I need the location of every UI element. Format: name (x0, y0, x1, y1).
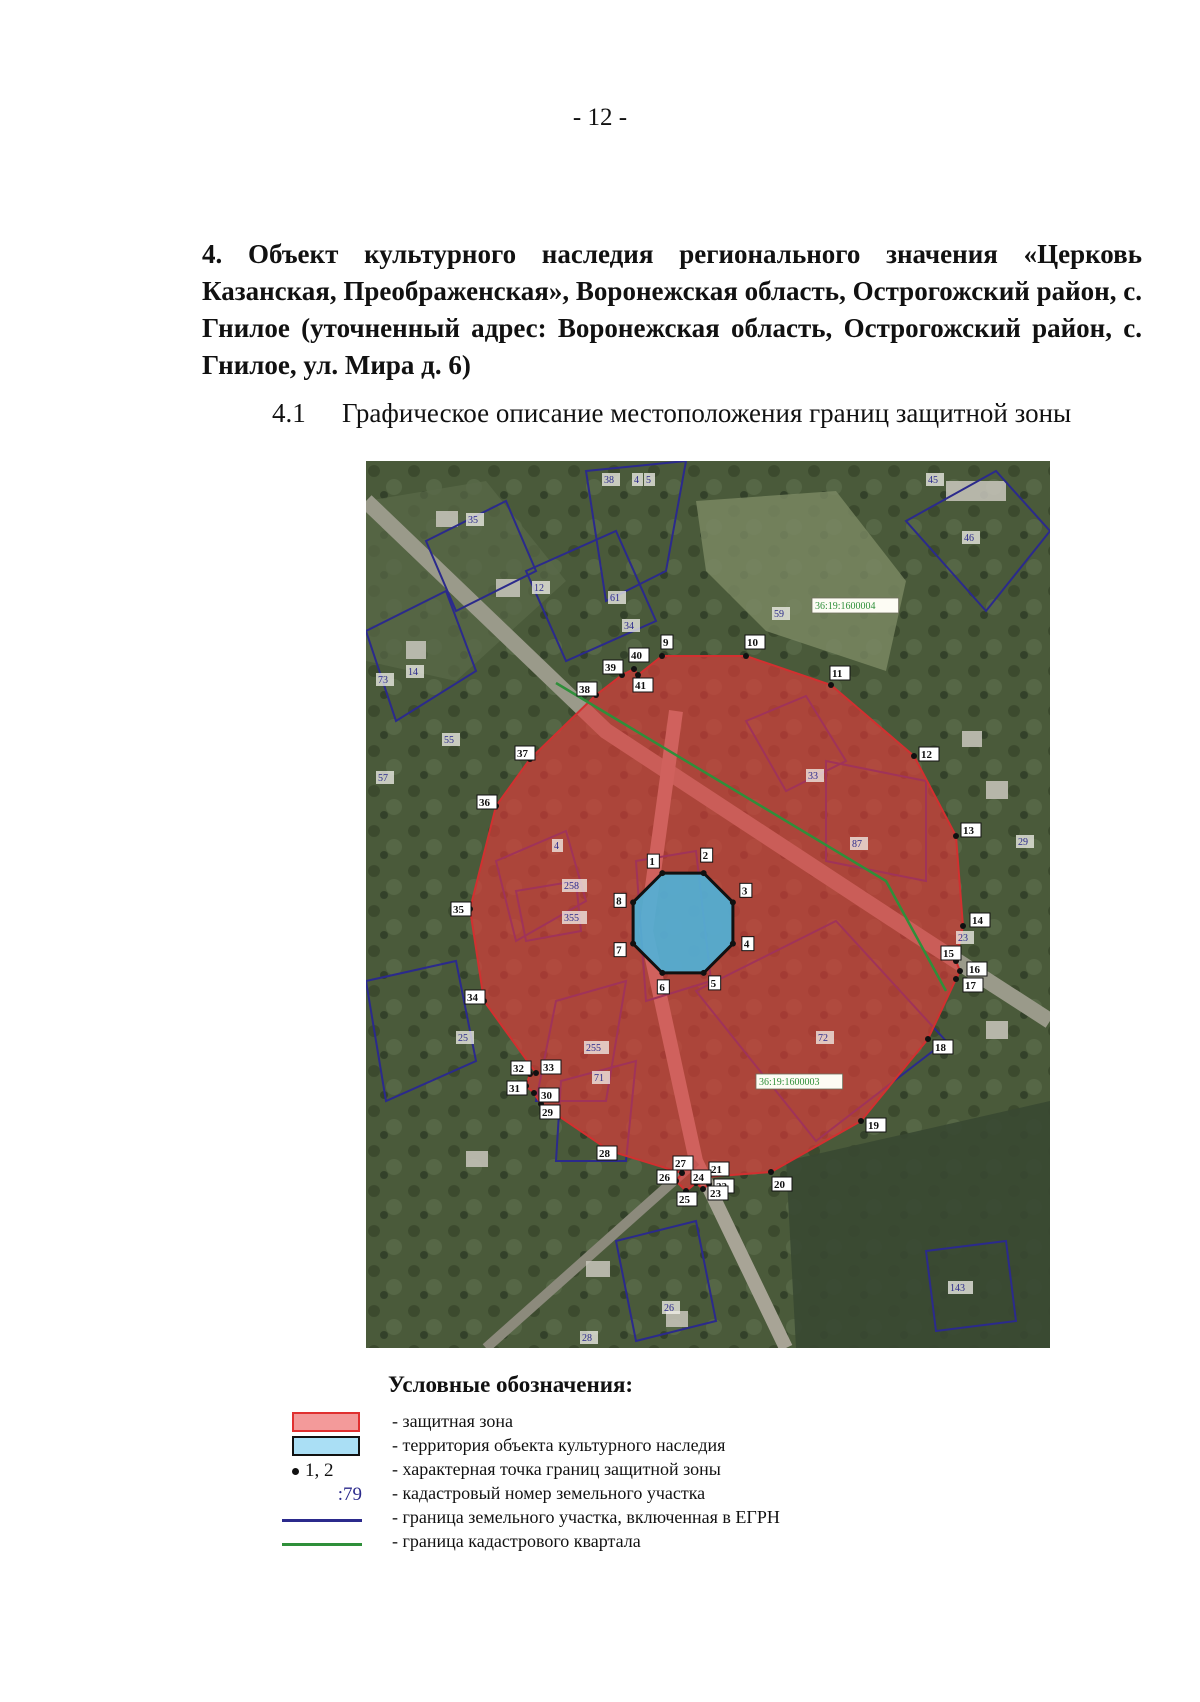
legend-line-quarter-border (282, 1543, 362, 1546)
legend-item-heritage-territory: - территория объекта культурного наследия (392, 1435, 726, 1455)
boundary-point-label: 3 (741, 885, 748, 898)
boundary-point-23 (700, 1186, 706, 1192)
quarter-label: 36:19:1600003 (759, 1077, 820, 1088)
boundary-point-13 (953, 833, 959, 839)
boundary-point-label: 28 (599, 1148, 610, 1160)
boundary-point-2 (701, 870, 707, 876)
boundary-point-27 (679, 1170, 685, 1176)
boundary-point-label: 40 (631, 650, 642, 662)
parcel-label: 25 (458, 1033, 468, 1044)
legend-item-cadastral-number: - кадастровый номер земельного участка (392, 1483, 706, 1503)
parcel-label: 33 (808, 771, 818, 782)
boundary-point-label: 6 (659, 981, 665, 994)
boundary-point-label: 34 (467, 992, 478, 1004)
boundary-point-12 (911, 753, 917, 759)
boundary-point-label: 29 (542, 1107, 553, 1119)
point-marker-icon (292, 1468, 299, 1475)
subsection-heading (272, 398, 1152, 429)
boundary-point-16 (957, 968, 963, 974)
boundary-point-label: 23 (710, 1188, 721, 1200)
building (586, 1261, 610, 1277)
legend-swatch-heritage-territory (292, 1436, 360, 1456)
building (946, 481, 1006, 501)
boundary-point-30 (531, 1090, 537, 1096)
parcel-label: 55 (444, 735, 454, 746)
boundary-point-label: 27 (675, 1158, 686, 1170)
boundary-point-label: 35 (453, 904, 464, 916)
boundary-point-label: 2 (702, 850, 709, 863)
parcel-label: 29 (1018, 837, 1028, 848)
legend-item-protective-zone: - защитная зона (392, 1411, 513, 1431)
boundary-point-label: 11 (832, 668, 843, 680)
parcel-label: 72 (818, 1033, 828, 1044)
parcel-label: 73 (378, 675, 388, 686)
parcel-label: 87 (852, 839, 862, 850)
boundary-point-label: 33 (543, 1062, 554, 1074)
legend-item-parcel-border: - граница земельного участка, включенная в ЕГРН (392, 1507, 780, 1527)
boundary-point-10 (743, 653, 749, 659)
parcel-label: 34 (624, 621, 634, 632)
boundary-point-6 (659, 970, 665, 976)
parcel-label: 35 (468, 515, 478, 526)
legend-item-quarter-border: - граница кадастрового квартала (392, 1531, 641, 1551)
boundary-point-label: 39 (605, 662, 616, 674)
heritage-territory (633, 873, 733, 973)
parcel-label: 143 (950, 1283, 965, 1294)
boundary-point-label: 26 (659, 1172, 670, 1184)
parcel-label: 61 (610, 593, 620, 604)
boundary-point-5 (701, 970, 707, 976)
boundary-point-41 (635, 672, 641, 678)
legend-item-boundary-point: - характерная точка границ защитной зоны (392, 1459, 721, 1479)
boundary-point-label: 41 (635, 680, 646, 692)
parcel-label: 5 (646, 475, 651, 486)
boundary-point-label: 14 (972, 915, 983, 927)
boundary-point-label: 16 (969, 964, 980, 976)
boundary-point-7 (630, 941, 636, 947)
building (406, 641, 426, 659)
parcel-label: 71 (594, 1073, 604, 1084)
legend-point-label: 1, 2 (305, 1460, 334, 1481)
boundary-point-label: 20 (774, 1179, 785, 1191)
boundary-point-label: 7 (616, 944, 622, 957)
legend-line-parcel-border (282, 1519, 362, 1522)
map-figure (366, 461, 1050, 1348)
quarter-label: 36:19:1600004 (815, 601, 876, 612)
subsection-number: 4.1 (272, 398, 306, 428)
boundary-point-label: 38 (579, 684, 590, 696)
parcel-label: 258 (564, 881, 579, 892)
boundary-point-33 (533, 1070, 539, 1076)
boundary-point-11 (828, 682, 834, 688)
parcel-label: 46 (964, 533, 974, 544)
building (986, 1021, 1008, 1039)
boundary-point-label: 21 (711, 1164, 722, 1176)
boundary-point-label: 10 (747, 637, 758, 649)
boundary-point-14 (960, 923, 966, 929)
subsection-title: Графическое описание местоположения границ защитной зоны (342, 398, 1072, 428)
parcel-label: 4 (554, 841, 559, 852)
section-heading: 4. Объект культурного наследия регионального значения «Церковь Казанская, Преображенская», Воронежская область, Острогожский район, с. Гнилое (уточненный адрес: Воронежская область, Острогожский район, с. Гнилое, ул. Мира д. 6) (202, 239, 1142, 380)
boundary-point-4 (730, 941, 736, 947)
boundary-point-label: 15 (943, 948, 954, 960)
boundary-point-1 (659, 870, 665, 876)
building (962, 731, 982, 747)
boundary-point-label: 12 (921, 749, 932, 761)
boundary-point-label: 1 (649, 856, 655, 869)
parcel-label: 12 (534, 583, 544, 594)
building (466, 1151, 488, 1167)
parcel-label: 28 (582, 1333, 592, 1344)
parcel-label: 57 (378, 773, 388, 784)
boundary-point-label: 30 (541, 1090, 552, 1102)
boundary-point-label: 32 (513, 1063, 524, 1075)
legend-cadastral-symbol: :79 (337, 1484, 362, 1505)
boundary-point-label: 13 (963, 825, 974, 837)
parcel-label: 14 (408, 667, 418, 678)
boundary-point-label: 31 (509, 1083, 520, 1095)
boundary-point-label: 19 (868, 1120, 879, 1132)
boundary-point-20 (768, 1169, 774, 1175)
building (436, 511, 458, 527)
boundary-point-label: 37 (517, 748, 528, 760)
parcel-label: 38 (604, 475, 614, 486)
page-number: - 12 - (572, 104, 628, 131)
boundary-point-label: 25 (679, 1194, 690, 1206)
boundary-point-label: 9 (663, 637, 669, 649)
legend-point-symbol (292, 1460, 354, 1482)
parcel-label: 23 (958, 933, 968, 944)
boundary-point-19 (858, 1118, 864, 1124)
boundary-point-label: 36 (479, 797, 490, 809)
parcel-label: 59 (774, 609, 784, 620)
boundary-point-label: 24 (693, 1172, 704, 1184)
legend-title: Условные обозначения: (388, 1372, 634, 1397)
boundary-point-9 (659, 653, 665, 659)
boundary-point-label: 8 (616, 895, 622, 908)
boundary-point-40 (631, 666, 637, 672)
parcel-label: 45 (928, 475, 938, 486)
boundary-point-label: 17 (965, 980, 976, 992)
parcel-label: 255 (586, 1043, 601, 1054)
boundary-point-label: 18 (935, 1042, 946, 1054)
map-canvas (366, 461, 1050, 1348)
parcel-label: 4 (634, 475, 639, 486)
legend-swatch-protective-zone (292, 1412, 360, 1432)
parcel-label: 355 (564, 913, 579, 924)
building (986, 781, 1008, 799)
boundary-point-18 (925, 1036, 931, 1042)
boundary-point-17 (953, 976, 959, 982)
boundary-point-label: 5 (710, 977, 717, 990)
boundary-point-3 (730, 899, 736, 905)
boundary-point-label: 4 (743, 938, 750, 951)
boundary-point-8 (630, 899, 636, 905)
parcel-label: 26 (664, 1303, 674, 1314)
